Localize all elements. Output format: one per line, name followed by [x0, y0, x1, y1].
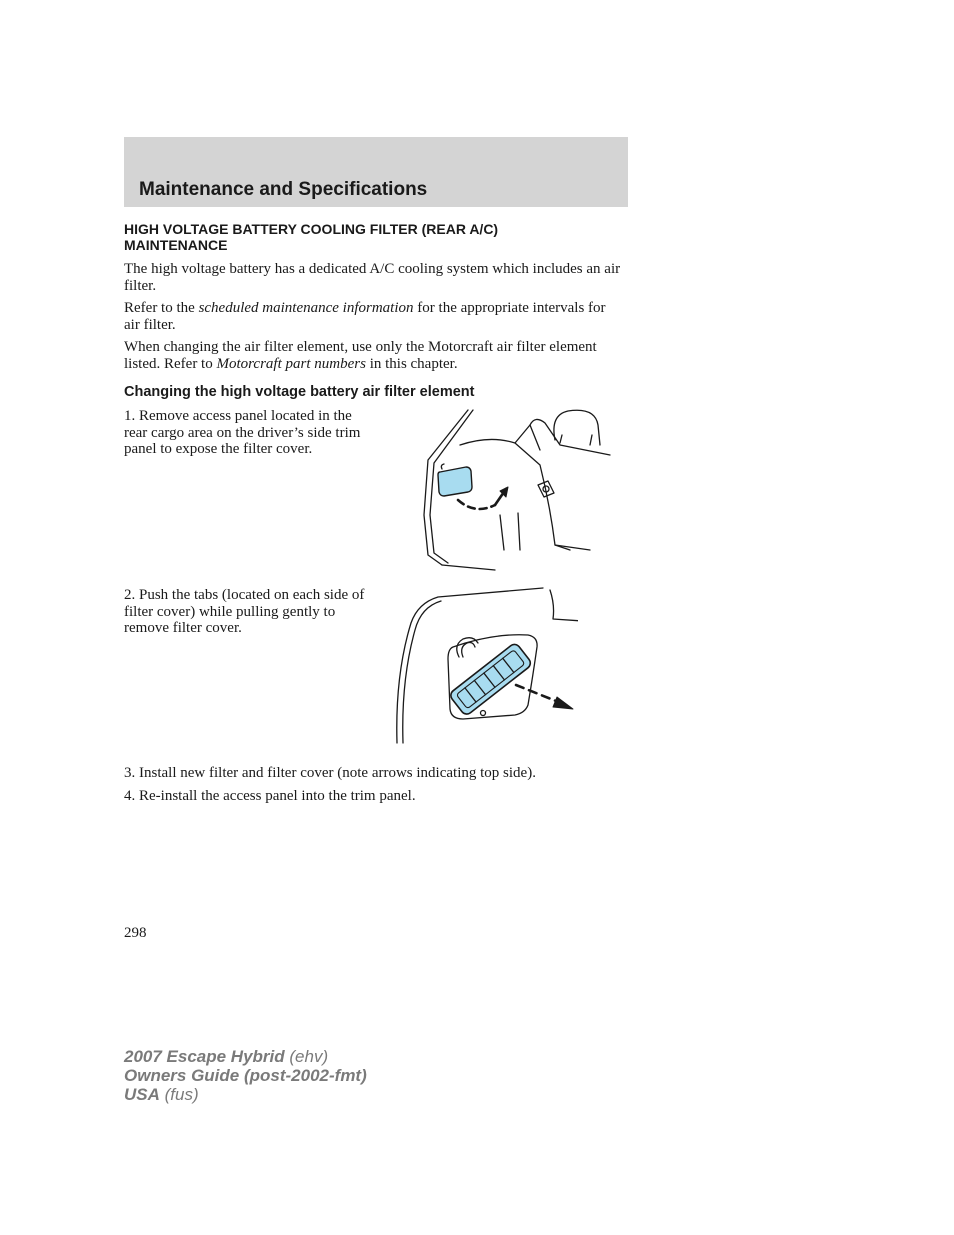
footer-line-3: USA (fus)	[124, 1085, 199, 1104]
cargo-trim-panel-illustration	[420, 405, 615, 575]
footer-edition-info	[124, 1047, 367, 1104]
paragraph-intro: The high voltage battery has a dedicated A/C cooling system which includes an air filter.	[124, 261, 621, 294]
reference-scheduled-maintenance: scheduled maintenance information	[198, 300, 414, 316]
page-title: Maintenance and Specifications	[139, 179, 428, 200]
header-band	[124, 137, 628, 207]
filter-cover-highlight	[448, 642, 532, 716]
step-2: 2. Push the tabs (located on each side of filter cover) while pulling gently to remove filter cover.	[124, 587, 365, 636]
section-heading: HIGH VOLTAGE BATTERY COOLING FILTER (REAR A/C) MAINTENANCE	[124, 221, 499, 253]
access-panel-highlight	[438, 467, 472, 496]
footer-line-2: Owners Guide (post-2002-fmt)	[124, 1066, 367, 1085]
reference-motorcraft-part-numbers: Motorcraft part numbers	[216, 355, 366, 372]
footer-line-1: 2007 Escape Hybrid (ehv)	[124, 1047, 329, 1066]
paragraph-refer-schedule: Refer to the scheduled maintenance information for the appropriate intervals for air filter.	[124, 300, 606, 333]
paragraph-motorcraft: When changing the air filter element, use only the Motorcraft air filter element listed. Refer to Motorcraft part numbers in this chapter.	[124, 339, 597, 372]
step-4: 4. Re-install the access panel into the trim panel.	[124, 788, 416, 804]
step-3: 3. Install new filter and filter cover (note arrows indicating top side).	[124, 765, 536, 781]
procedure-heading: Changing the high voltage battery air filter element	[124, 384, 475, 400]
step-1: 1. Remove access panel located in the rear cargo area on the driver’s side trim panel to expose the filter cover.	[124, 408, 361, 457]
page-number: 298	[124, 925, 147, 941]
filter-cover-removal-illustration	[393, 585, 578, 750]
